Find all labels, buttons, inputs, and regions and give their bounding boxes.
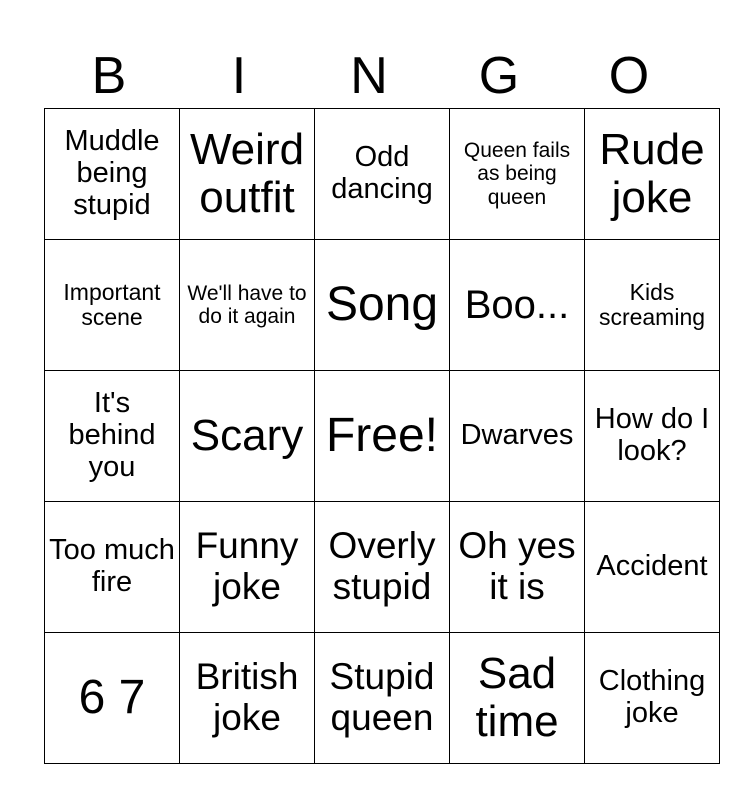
- bingo-cell[interactable]: 6 7: [45, 633, 180, 764]
- bingo-cell[interactable]: Odd dancing: [315, 109, 450, 240]
- bingo-cell[interactable]: Clothing joke: [585, 633, 720, 764]
- bingo-cell[interactable]: Kids screaming: [585, 240, 720, 371]
- bingo-cell[interactable]: We'll have to do it again: [180, 240, 315, 371]
- bingo-cell[interactable]: Free!: [315, 371, 450, 502]
- header-letter-g: G: [478, 47, 520, 105]
- bingo-cell[interactable]: Overly stupid: [315, 502, 450, 633]
- bingo-cell[interactable]: Too much fire: [45, 502, 180, 633]
- bingo-cell[interactable]: How do I look?: [585, 371, 720, 502]
- bingo-cell[interactable]: Oh yes it is: [450, 502, 585, 633]
- bingo-header: [44, 46, 694, 106]
- bingo-cell[interactable]: Important scene: [45, 240, 180, 371]
- bingo-cell[interactable]: Sad time: [450, 633, 585, 764]
- bingo-cell[interactable]: Stupid queen: [315, 633, 450, 764]
- header-letter-n: N: [350, 47, 388, 105]
- header-letter-i: I: [231, 47, 247, 105]
- header-letter-o: O: [608, 47, 650, 105]
- board-row: [45, 109, 720, 240]
- bingo-cell[interactable]: Dwarves: [450, 371, 585, 502]
- bingo-cell[interactable]: Rude joke: [585, 109, 720, 240]
- bingo-cell[interactable]: British joke: [180, 633, 315, 764]
- header-letter-b: B: [91, 47, 127, 105]
- bingo-cell[interactable]: Queen fails as being queen: [450, 109, 585, 240]
- board-row: [45, 240, 720, 371]
- bingo-cell[interactable]: It's behind you: [45, 371, 180, 502]
- bingo-cell[interactable]: Scary: [180, 371, 315, 502]
- board-row: [45, 502, 720, 633]
- bingo-cell[interactable]: Weird outfit: [180, 109, 315, 240]
- bingo-cell[interactable]: Boo...: [450, 240, 585, 371]
- board-row: [45, 371, 720, 502]
- bingo-cell[interactable]: Muddle being stupid: [45, 109, 180, 240]
- bingo-board: [44, 108, 720, 764]
- board-row: [45, 633, 720, 764]
- bingo-cell[interactable]: Song: [315, 240, 450, 371]
- bingo-cell[interactable]: Accident: [585, 502, 720, 633]
- bingo-cell[interactable]: Funny joke: [180, 502, 315, 633]
